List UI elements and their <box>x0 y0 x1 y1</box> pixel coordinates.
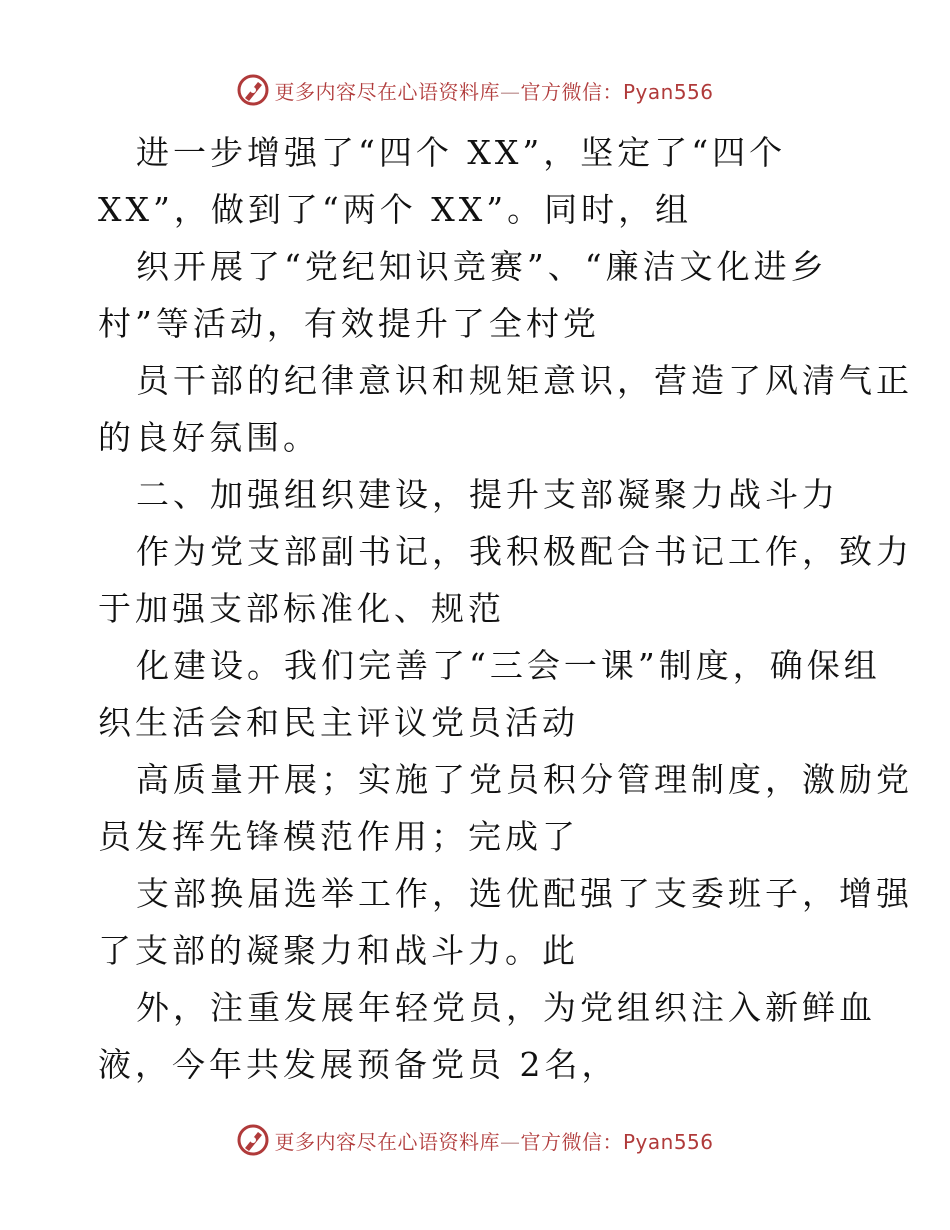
text-line: 支部换届选举工作，选优配强了支委班子，增强 <box>136 874 913 913</box>
watermark-footer <box>0 1120 950 1160</box>
document-body <box>0 124 950 1093</box>
text-line: 于加强支部标准化、规范 <box>98 589 505 628</box>
paragraph <box>0 751 950 865</box>
paragraph <box>0 466 950 523</box>
text-line: XX”，做到了“两个 XX”。同时，组 <box>98 190 693 229</box>
paragraph <box>0 865 950 979</box>
paragraph <box>0 124 950 238</box>
text-line: 了支部的凝聚力和战斗力。此 <box>98 931 579 970</box>
text-line: 员发挥先锋模范作用；完成了 <box>98 817 579 856</box>
text-line: 村”等活动，有效提升了全村党 <box>98 304 600 343</box>
text-line: 外，注重发展年轻党员，为党组织注入新鲜血 <box>136 988 876 1027</box>
paragraph <box>0 979 950 1093</box>
pen-circle-logo-icon <box>236 73 270 107</box>
paragraph <box>0 352 950 466</box>
paragraph <box>0 523 950 637</box>
watermark-header <box>0 70 950 110</box>
watermark-text: 更多内容尽在心语资料库—官方微信：Pyan556 <box>274 79 714 104</box>
text-line: 进一步增强了“四个 XX”，坚定了“四个 <box>136 133 787 172</box>
watermark-text: 更多内容尽在心语资料库—官方微信：Pyan556 <box>274 1129 714 1154</box>
pen-circle-logo-icon <box>236 1123 270 1157</box>
paragraph <box>0 637 950 751</box>
text-line: 织生活会和民主评议党员活动 <box>98 703 579 742</box>
paragraph <box>0 238 950 352</box>
text-line: 员干部的纪律意识和规矩意识，营造了风清气正 <box>136 361 913 400</box>
text-line: 液，今年共发展预备党员 2名， <box>98 1045 619 1084</box>
text-line: 作为党支部副书记，我积极配合书记工作，致力 <box>136 532 913 571</box>
text-line: 的良好氛围。 <box>98 418 320 457</box>
text-line: 化建设。我们完善了“三会一课”制度，确保组 <box>136 646 881 685</box>
text-line: 高质量开展；实施了党员积分管理制度，激励党 <box>136 760 913 799</box>
text-line: 二、加强组织建设，提升支部凝聚力战斗力 <box>136 475 839 514</box>
text-line: 织开展了“党纪知识竞赛”、“廉洁文化进乡 <box>136 247 828 286</box>
